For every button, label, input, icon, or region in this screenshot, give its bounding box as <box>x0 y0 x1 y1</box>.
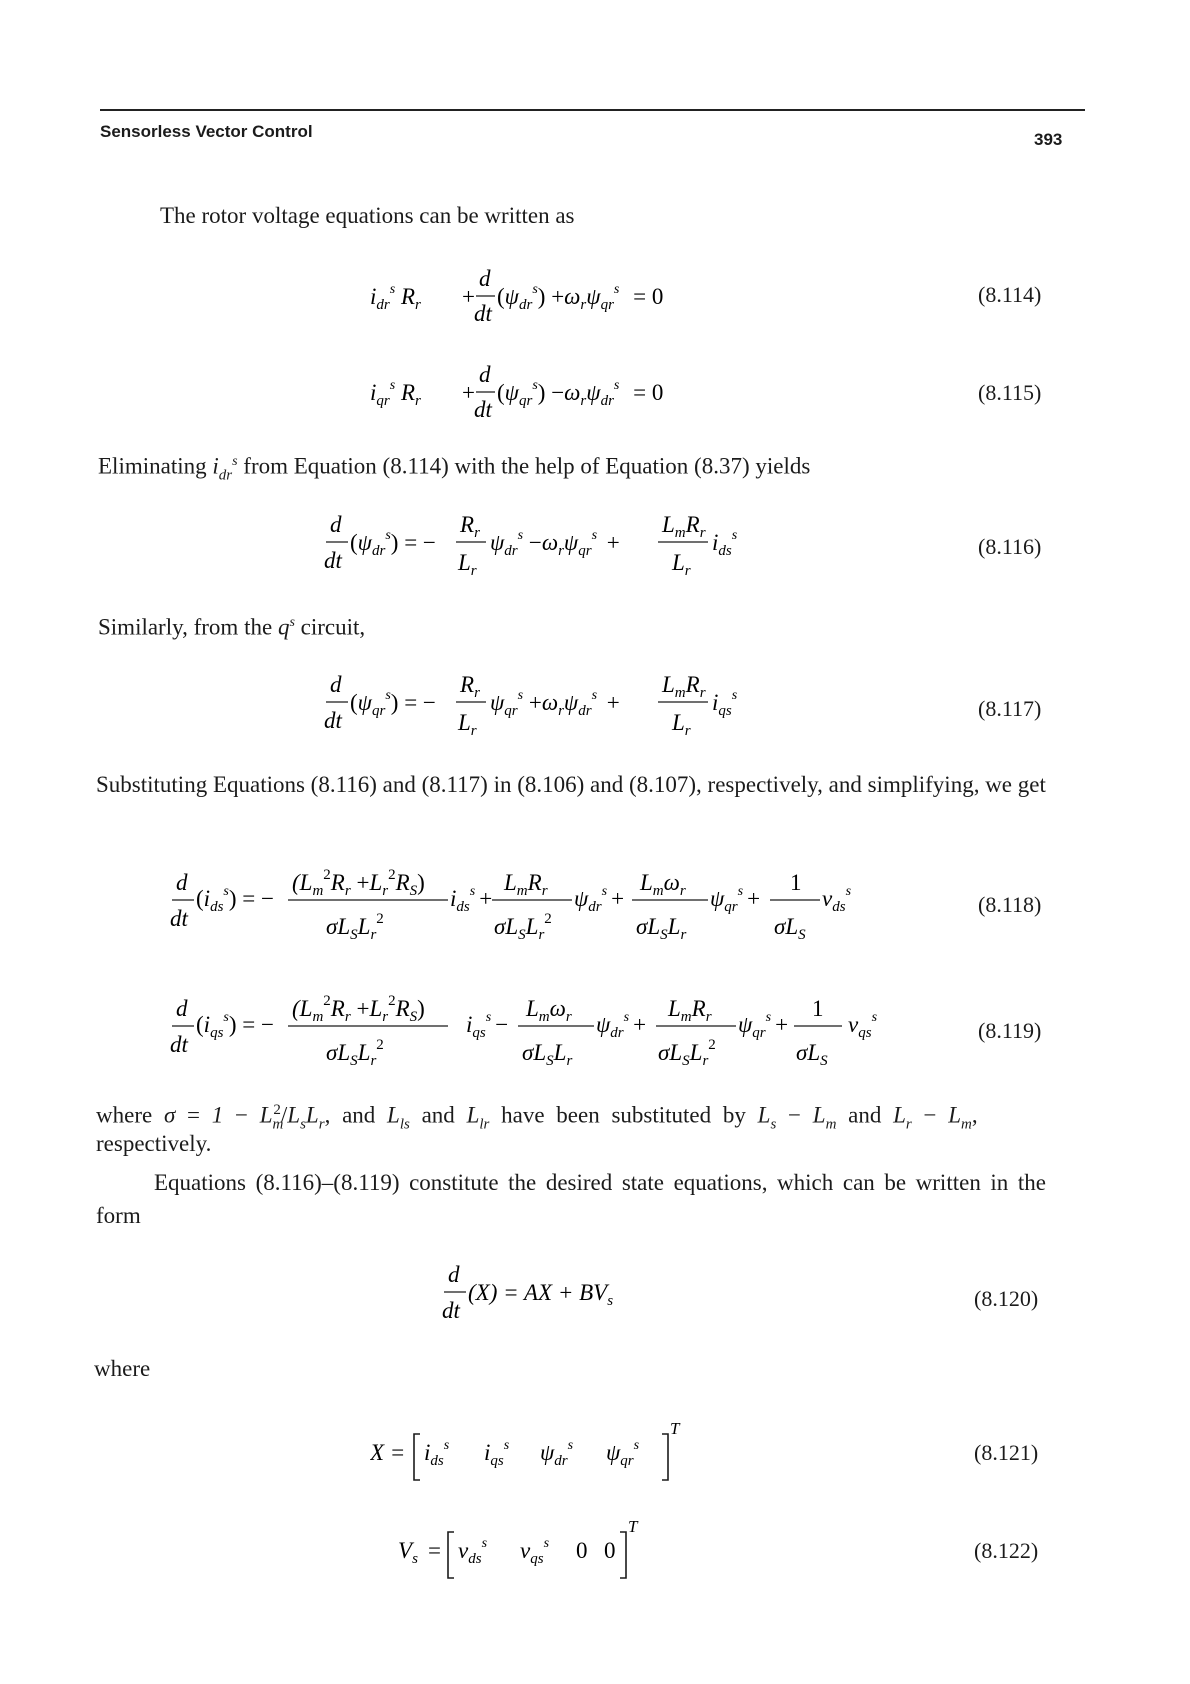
svg-text:T: T <box>628 1517 638 1536</box>
svg-text:dt: dt <box>170 1032 188 1057</box>
svg-text:Lr: $L_r$ <box>672 710 691 739</box>
svg-text:σLSLr2: $\sigma L_SL_r^2$ <box>494 911 552 943</box>
svg-text:d: d <box>176 996 188 1021</box>
svg-text:dt: dt <box>442 1298 460 1323</box>
svg-text:d: d <box>479 362 491 387</box>
page-number: 393 <box>1034 130 1063 149</box>
paragraph-intro: The rotor voltage equations can be written as <box>160 203 575 228</box>
equation-number-8-118: (8.118) <box>978 892 1042 917</box>
svg-text:(Lm2Rr +Lr2RS): ($L_m^2R_r$ $+L_r^2R_S$) <box>292 867 425 899</box>
svg-text:dt: dt <box>170 906 188 931</box>
svg-text:Rr: $R_r$ <box>460 512 480 541</box>
equation-number-8-116: (8.116) <box>978 534 1042 559</box>
svg-text:Vs: $V_s$ <box>398 1538 418 1567</box>
header-rule <box>100 109 1085 111</box>
svg-text:X =: X = <box>370 1440 406 1465</box>
svg-text:ψqrs +ωrψdrs +: $\psi_{qr}^s$ $+\omega_r\psi_{dr}^s$ + <box>490 688 620 719</box>
svg-text:Lr: $L_r$ <box>672 550 691 579</box>
svg-text:σLSLr: $\sigma L_SL_r$ <box>522 1040 573 1069</box>
svg-text:Rr: $R_r$ <box>460 672 480 701</box>
paragraph-similarly: Similarly, from the $q^s$ circuit, <box>98 614 366 640</box>
svg-text:vdss: $v_{ds}^s$ <box>458 1536 488 1567</box>
svg-text:vqss: $v_{qs}^s$ <box>848 1010 878 1041</box>
svg-text:(idss) = −: $(i_{ds}^s)$ = − <box>196 884 274 915</box>
paragraph-state-equations: Equations (8.116)–(8.119) constitute the desired state equations, which can be written in the form <box>96 1170 1046 1228</box>
svg-text:idss: $i_{ds}^s$ <box>424 1438 450 1469</box>
svg-text:=: = <box>428 1538 441 1563</box>
svg-text:(ψdrs) +ωrψqrs = 0: $(\psi_{dr}^s)$ $+\omega_r\psi_{qr}^s$ = 0 <box>497 282 664 313</box>
equation-8-122 <box>398 1512 678 1592</box>
svg-text:σLSLr: $\sigma L_SL_r$ <box>636 914 687 943</box>
svg-text:+: + <box>462 284 475 309</box>
svg-text:iqss: $i_{qs}^s$ <box>484 1438 510 1469</box>
svg-text:dt: dt <box>474 397 492 422</box>
equation-8-118 <box>170 862 930 952</box>
paragraph-substituting: Substituting Equations (8.116) and (8.117) in (8.106) and (8.107), respectively, and simplifying, we get <box>96 772 1046 797</box>
svg-text:ψqrs+: $\psi_{qr}^s$ + <box>738 1010 789 1041</box>
svg-text:iqss: $i_{qs}^s$ <box>712 688 738 719</box>
paragraph-eliminating: Eliminating $i_{dr}^s$ from Equation (8.114) with the help of Equation (8.37) yields <box>98 453 811 484</box>
running-title: Sensorless Vector Control <box>100 122 313 141</box>
equation-number-8-115: (8.115) <box>978 380 1042 405</box>
svg-text:ψqrs+: $\psi_{qr}^s$ + <box>710 884 761 915</box>
svg-text:1: 1 <box>812 996 824 1021</box>
svg-text:vdss: $v_{ds}^s$ <box>822 884 852 915</box>
svg-text:iqss−: $i_{qs}^s$ − <box>466 1010 509 1041</box>
svg-text:Lr: $L_r$ <box>458 710 477 739</box>
equation-8-121 <box>370 1414 710 1494</box>
equation-number-8-121: (8.121) <box>974 1440 1039 1465</box>
svg-text:(iqss) = −: $(i_{qs}^s)$ = − <box>196 1010 274 1041</box>
svg-text:d: d <box>330 672 342 697</box>
svg-text:idss: $i_{ds}^s$ <box>712 528 738 559</box>
svg-text:Lmωr: $L_m\omega_r$ <box>640 870 686 899</box>
equation-number-8-120: (8.120) <box>974 1286 1039 1311</box>
equation-number-8-122: (8.122) <box>974 1538 1039 1563</box>
svg-text:idss+: $i_{ds}^s$ + <box>450 884 493 915</box>
paragraph-where: where <box>94 1356 151 1381</box>
equation-number-8-119: (8.119) <box>978 1018 1042 1043</box>
equation-8-120 <box>440 1256 680 1336</box>
svg-text:1: 1 <box>790 870 802 895</box>
svg-text:ψdrs: $\psi_{dr}^s$ <box>540 1438 574 1469</box>
svg-text:LmRr: $L_mR_r$ <box>662 512 706 541</box>
equation-8-115 <box>370 358 730 428</box>
svg-text:LmRr: $L_mR_r$ <box>668 996 712 1025</box>
svg-text:σLSLr2: $\sigma L_SL_r^2$ <box>658 1037 716 1069</box>
equation-8-114 <box>370 262 730 332</box>
svg-text:T: T <box>670 1419 680 1438</box>
svg-text:LmRr: $L_mR_r$ <box>504 870 548 899</box>
svg-text:dt: dt <box>324 708 342 733</box>
equation-number-8-117: (8.117) <box>978 696 1042 721</box>
svg-text:0: 0 <box>576 1538 588 1563</box>
svg-text:(ψqrs) = −: $(\psi_{qr}^s)$ = − <box>350 688 436 719</box>
svg-text:d: d <box>176 870 188 895</box>
svg-text:d: d <box>448 1262 460 1287</box>
equation-8-117 <box>324 666 764 746</box>
svg-text:(X) = AX + BVs: (X) = AX + $BV_s$ <box>468 1280 614 1309</box>
equation-8-119 <box>170 988 930 1078</box>
svg-text:Lr: $L_r$ <box>458 550 477 579</box>
svg-text:+: + <box>462 380 475 405</box>
svg-text:ψdrs+: $\psi_{dr}^s$ + <box>596 1010 647 1041</box>
svg-text:ψqrs: $\psi_{qr}^s$ <box>606 1438 640 1469</box>
svg-text:vqss: $v_{qs}^s$ <box>520 1536 550 1567</box>
svg-text:iqrs Rr: $i_{qr}^s$ $R_r$ <box>370 378 421 409</box>
svg-text:σLSLr2: $\sigma L_SL_r^2$ <box>326 1037 384 1069</box>
svg-text:ψdrs −ωrψqrs +: $\psi_{dr}^s$ $-\omega_r\psi_{qr}^s$ + <box>490 528 620 559</box>
svg-text:σLS: $\sigma L_S$ <box>774 914 806 943</box>
svg-text:dt: dt <box>324 548 342 573</box>
svg-text:(ψqrs) −ωrψdrs = 0: $(\psi_{qr}^s)$ $-\omega_r\psi_{dr}^s$ = 0 <box>497 378 664 409</box>
svg-text:(Lm2Rr +Lr2RS): ($L_m^2R_r$ $+L_r^2R_S$) <box>292 993 425 1025</box>
equation-8-116 <box>324 506 764 586</box>
svg-text:0: 0 <box>604 1538 616 1563</box>
svg-text:dt: dt <box>474 301 492 326</box>
svg-text:Lmωr: $L_m\omega_r$ <box>526 996 572 1025</box>
paragraph-sigma-definition: where $\sigma = 1 - L_m^2/L_sL_r$, and $L_{ls}$ and $L_{lr}$ have been substituted by $L_s - L_m$ and $L_r - L_m$, <box>96 1102 978 1133</box>
svg-text:d: d <box>330 512 342 537</box>
svg-text:σLS: $\sigma L_S$ <box>796 1040 828 1069</box>
svg-text:σLSLr2: $\sigma L_SL_r^2$ <box>326 911 384 943</box>
svg-text:ψdrs+: $\psi_{dr}^s$ + <box>574 884 625 915</box>
svg-text:LmRr: $L_mR_r$ <box>662 672 706 701</box>
equation-number-8-114: (8.114) <box>978 282 1042 307</box>
svg-text:d: d <box>479 266 491 291</box>
svg-text:idrs Rr: $i_{dr}^s$ $R_r$ <box>370 282 421 313</box>
paragraph-sigma-definition-line2: respectively. <box>96 1131 212 1156</box>
svg-text:(ψdrs) = −: $(\psi_{dr}^s)$ = − <box>350 528 436 559</box>
